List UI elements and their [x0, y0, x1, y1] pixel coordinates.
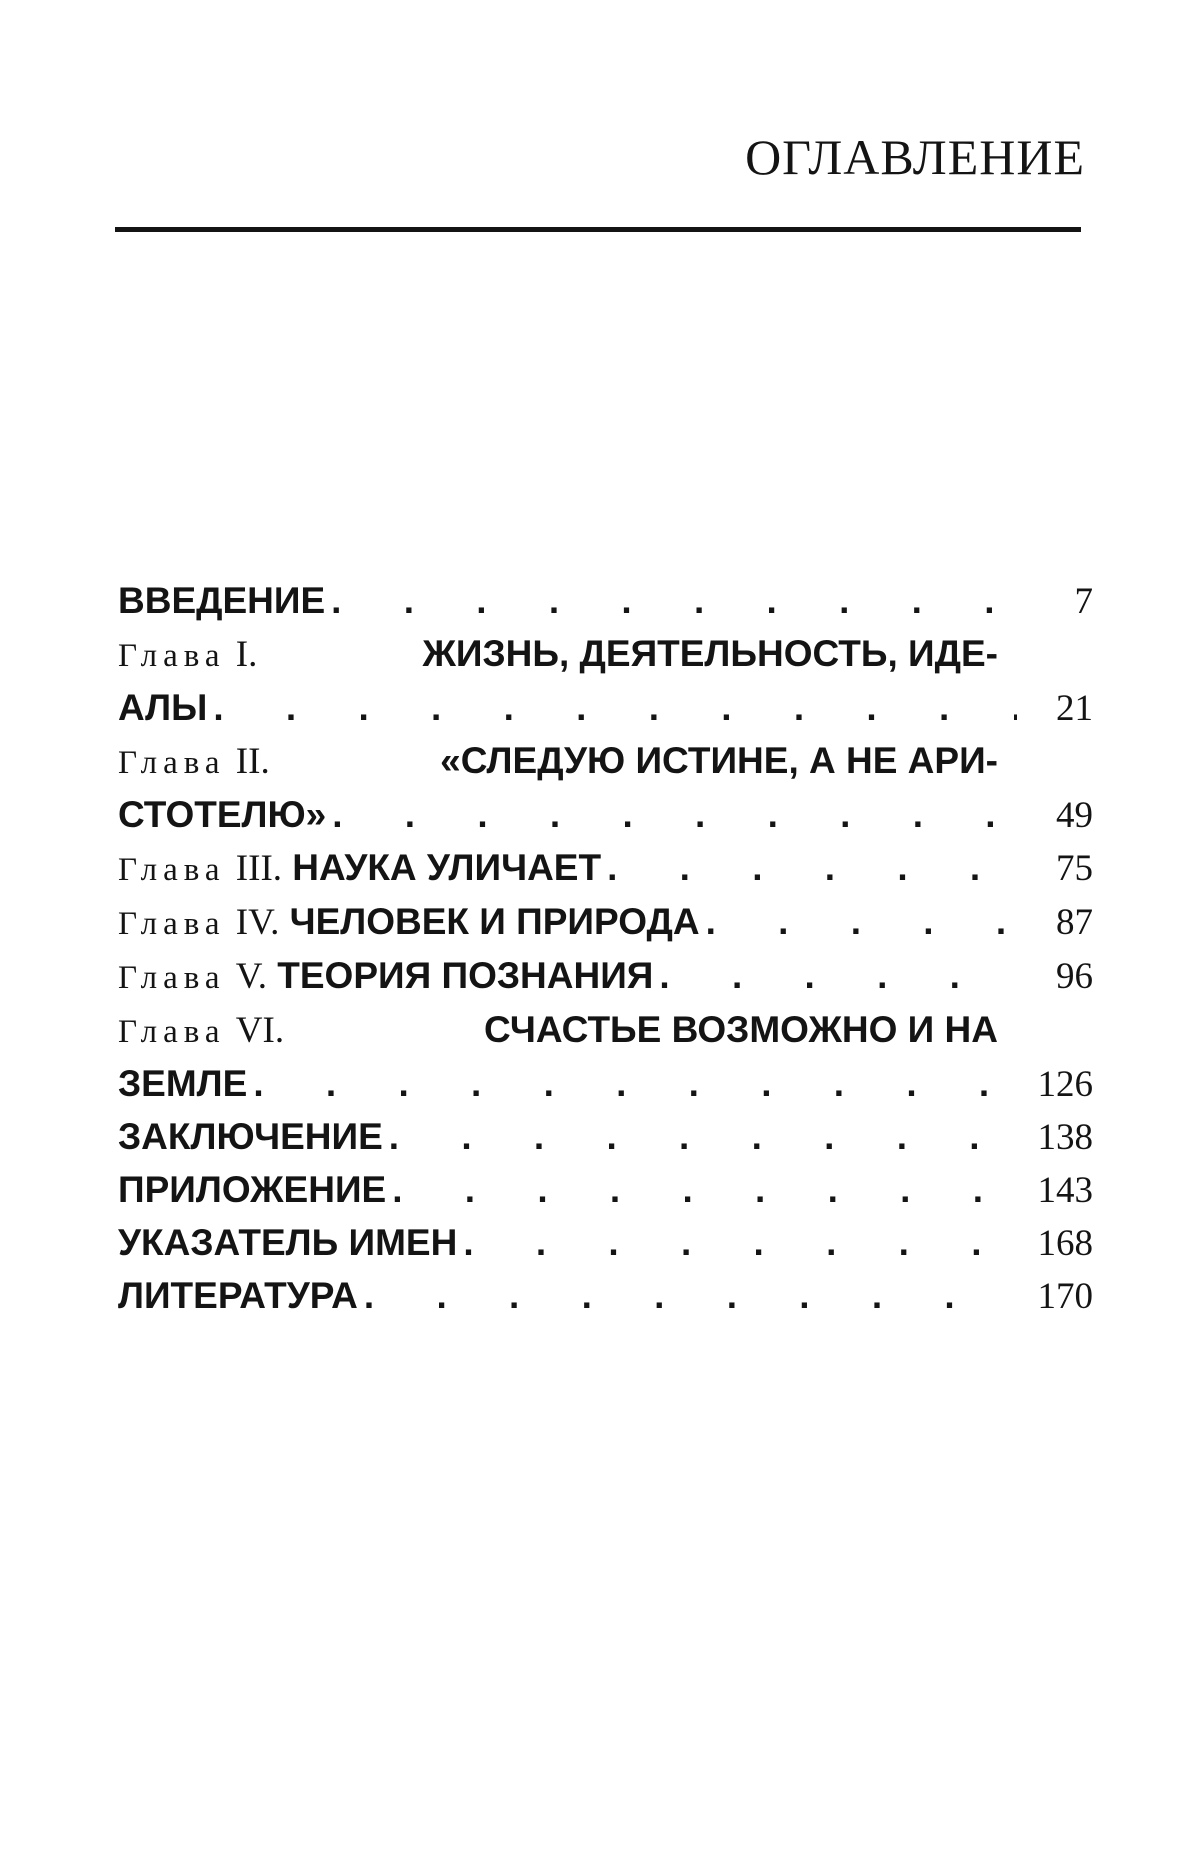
dot-leader [607, 842, 1017, 894]
toc-entry-title: ПРИЛОЖЕНИЕ [118, 1169, 387, 1210]
chapter-number: I. [235, 634, 258, 675]
chapter-number: VI. [235, 1010, 285, 1051]
toc-entry-conclusion[interactable] [118, 1111, 1093, 1164]
toc-entry-chapter-3[interactable] [118, 842, 1093, 896]
title-rule [115, 227, 1081, 232]
chapter-prefix: Глава [118, 960, 226, 996]
dot-leader [332, 789, 1017, 841]
chapter-prefix: Глава [118, 906, 226, 942]
dot-leader [253, 1058, 1017, 1110]
toc-entry-title: СЧАСТЬЕ ВОЗМОЖНО И НА [484, 1009, 998, 1050]
toc-page-number: 143 [1037, 1170, 1093, 1211]
chapter-number: V. [235, 956, 267, 997]
chapter-number: III. [235, 848, 283, 889]
toc-entry-chapter-4[interactable] [118, 896, 1093, 950]
chapter-prefix: Глава [118, 745, 226, 781]
toc-entry-chapter-6[interactable] [118, 1004, 1093, 1111]
toc-page-number: 126 [1037, 1064, 1093, 1105]
toc-page-number: 21 [1056, 688, 1093, 729]
dot-leader [392, 1164, 1017, 1216]
toc-entry-name-index[interactable] [118, 1217, 1093, 1270]
chapter-prefix: Глава [118, 638, 226, 674]
toc-entry-title: НАУКА УЛИЧАЕТ [292, 847, 602, 888]
toc-entry-chapter-5[interactable] [118, 950, 1093, 1004]
toc-entry-title: ВВЕДЕНИЕ [118, 580, 326, 621]
toc-entry-title: «СЛЕДУЮ ИСТИНЕ, А НЕ АРИ- [440, 740, 998, 781]
toc-entry-title: ТЕОРИЯ ПОЗНАНИЯ [277, 955, 654, 996]
toc-entry-chapter-2[interactable] [118, 735, 1093, 842]
toc-entry-appendix[interactable] [118, 1164, 1093, 1217]
toc-entry-chapter-1[interactable] [118, 628, 1093, 735]
toc-page-number: 96 [1056, 956, 1093, 997]
dot-leader [659, 950, 1017, 1002]
toc-page-number: 75 [1056, 848, 1093, 889]
chapter-prefix: Глава [118, 852, 226, 888]
dot-leader [364, 1270, 1017, 1322]
dot-leader [331, 575, 1017, 627]
toc-page-number: 168 [1037, 1223, 1093, 1264]
toc-entry-introduction[interactable] [118, 575, 1093, 628]
dot-leader [213, 682, 1017, 734]
toc-entry-title-cont: ЗЕМЛЕ [118, 1063, 248, 1104]
toc-entry-title-cont: СТОТЕЛЮ» [118, 794, 327, 835]
toc-page-number: 7 [1074, 581, 1093, 622]
toc-page-number: 49 [1056, 795, 1093, 836]
page-title: ОГЛАВЛЕНИЕ [745, 129, 1085, 185]
toc-entry-title-cont: АЛЫ [118, 687, 208, 728]
table-of-contents [118, 575, 1093, 1323]
toc-entry-title: ЛИТЕРАТУРА [118, 1275, 358, 1316]
dot-leader [463, 1217, 1017, 1269]
toc-page-number: 138 [1037, 1117, 1093, 1158]
chapter-number: IV. [235, 902, 280, 943]
chapter-number: II. [235, 741, 270, 782]
toc-entry-literature[interactable] [118, 1270, 1093, 1323]
toc-page-number: 87 [1056, 902, 1093, 943]
dot-leader [389, 1111, 1017, 1163]
toc-entry-title: ЧЕЛОВЕК И ПРИРОДА [289, 901, 700, 942]
toc-entry-title: УКАЗАТЕЛЬ ИМЕН [118, 1222, 458, 1263]
dot-leader [706, 896, 1017, 948]
toc-entry-title: ЖИЗНЬ, ДЕЯТЕЛЬНОСТЬ, ИДЕ- [422, 633, 998, 674]
chapter-prefix: Глава [118, 1014, 226, 1050]
toc-entry-title: ЗАКЛЮЧЕНИЕ [118, 1116, 383, 1157]
toc-page-number: 170 [1037, 1276, 1093, 1317]
